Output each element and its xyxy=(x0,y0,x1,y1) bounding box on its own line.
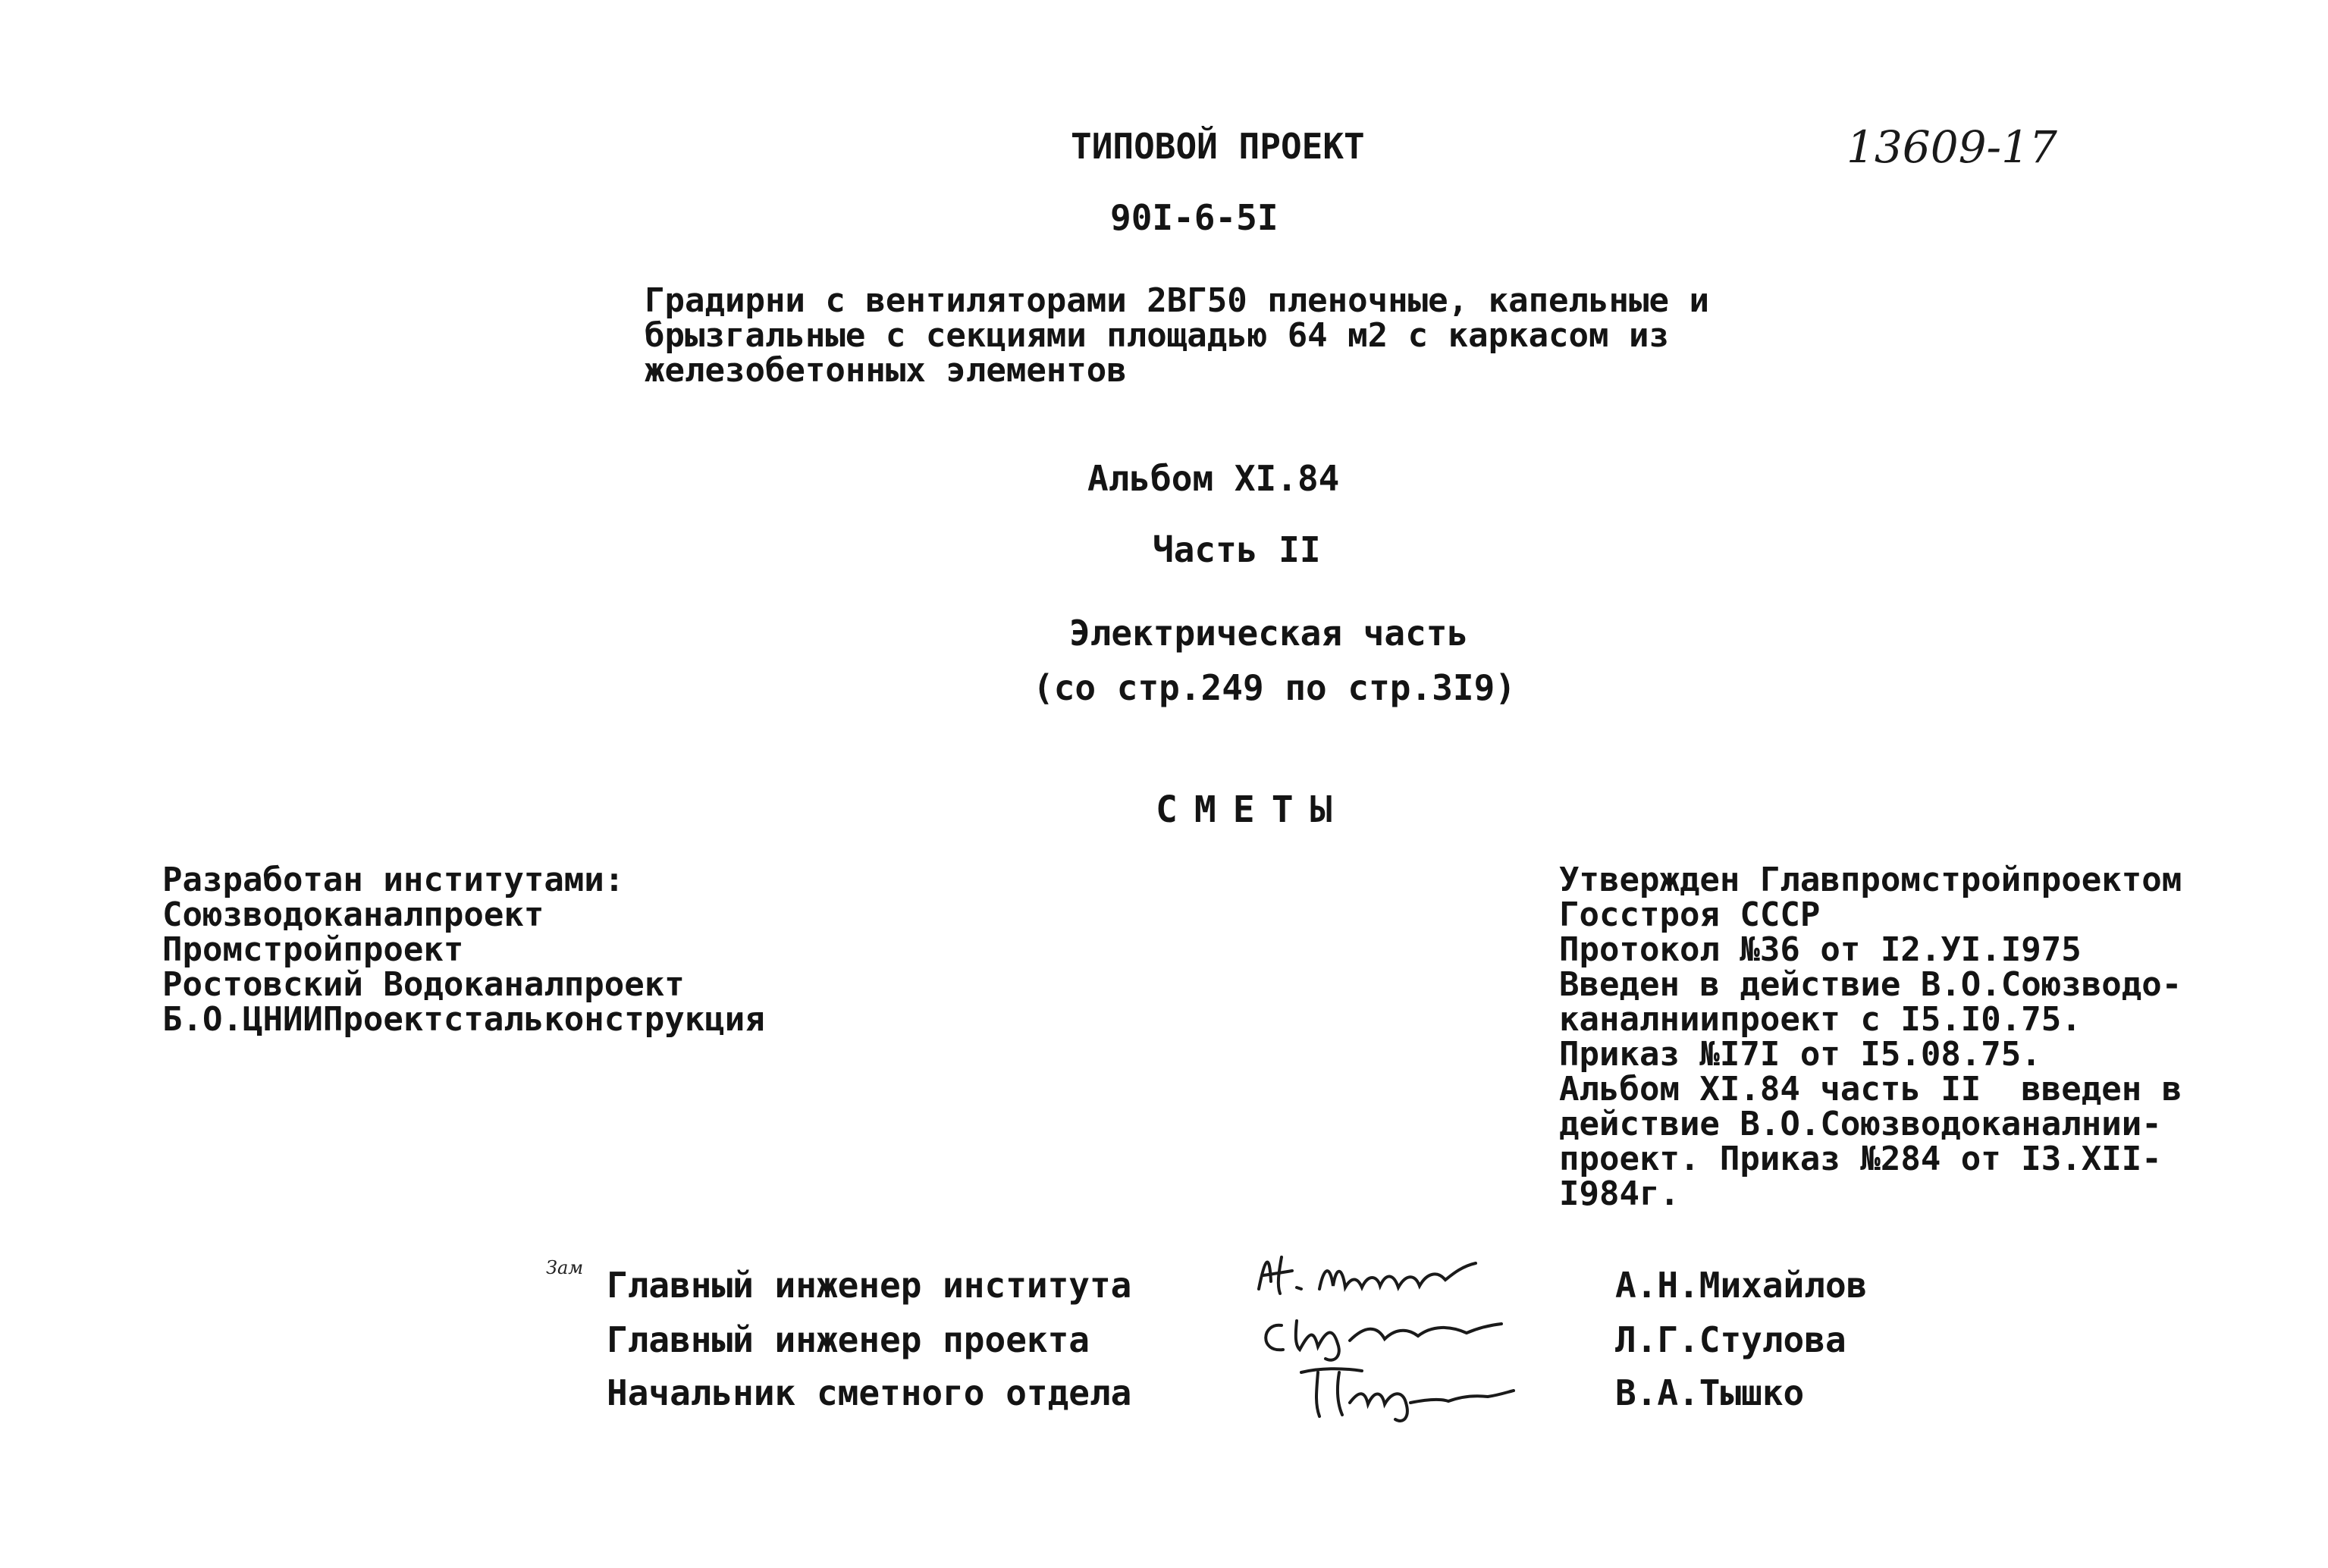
signature-stulova xyxy=(1251,1303,1509,1363)
approval-line: Протокол №36 от I2.УI.I975 xyxy=(1559,930,2082,969)
part-label: Часть II xyxy=(1153,529,1321,570)
signature-tyshko xyxy=(1289,1357,1517,1425)
approval-line: Введен в действие В.О.Союзводо- xyxy=(1559,965,2182,1004)
developed-by-block xyxy=(162,863,765,1037)
description-line: железобетонных элементов xyxy=(645,351,1127,390)
approval-line: Альбом XI.84 часть II введен в xyxy=(1559,1070,2182,1109)
project-description xyxy=(645,281,1709,390)
signature-role: Начальник сметного отдела xyxy=(607,1372,1132,1413)
approval-line: каналниипроект с I5.I0.75. xyxy=(1559,1000,2082,1039)
signature-name: Л.Г.Стулова xyxy=(1615,1319,1846,1360)
smety-heading: СМЕТЫ xyxy=(1156,789,1349,831)
handwritten-doc-number: 13609-17 xyxy=(1846,121,2057,173)
section-title: Электрическая часть xyxy=(1069,613,1469,654)
signature-name: А.Н.Михайлов xyxy=(1615,1265,1868,1306)
approval-line: Приказ №I7I от I5.08.75. xyxy=(1559,1035,2041,1074)
approval-line: проект. Приказ №284 от I3.XII- xyxy=(1559,1140,2162,1178)
signature-mikhailov xyxy=(1251,1243,1494,1304)
project-code: 90I-6-5I xyxy=(1110,197,1279,238)
page-range: (со стр.249 по стр.3I9) xyxy=(1033,667,1516,708)
approval-line: действие В.О.Союзводоканалнии- xyxy=(1559,1105,2162,1143)
signature-name: В.А.Тышко xyxy=(1615,1372,1805,1413)
approval-line: Утвержден Главпромстройпроектом xyxy=(1559,861,2182,899)
album-label: Альбом XI.84 xyxy=(1087,458,1340,499)
document-title: ТИПОВОЙ ПРОЕКТ xyxy=(1071,126,1365,167)
description-line: брызгальные с секциями площадью 64 м2 с каркасом из xyxy=(645,316,1670,355)
handwritten-note: Зам xyxy=(546,1257,584,1278)
signature-role: Главный инженер института xyxy=(607,1265,1132,1306)
developed-by-line: Союзводоканалпроект xyxy=(162,895,544,934)
developed-by-line: Разработан институтами: xyxy=(162,861,625,899)
approval-line: Госстроя СССР xyxy=(1559,895,1821,934)
signature-role: Главный инженер проекта xyxy=(607,1319,1090,1360)
developed-by-line: Б.О.ЦНИИПроектстальконструкция xyxy=(162,1000,765,1039)
approval-line: I984г. xyxy=(1559,1174,1680,1213)
developed-by-line: Ростовский Водоканалпроект xyxy=(162,965,685,1004)
description-line: Градирни с вентиляторами 2ВГ50 пленочные, капельные и xyxy=(645,281,1709,320)
approval-block xyxy=(1559,863,2182,1212)
developed-by-line: Промстройпроект xyxy=(162,930,464,969)
